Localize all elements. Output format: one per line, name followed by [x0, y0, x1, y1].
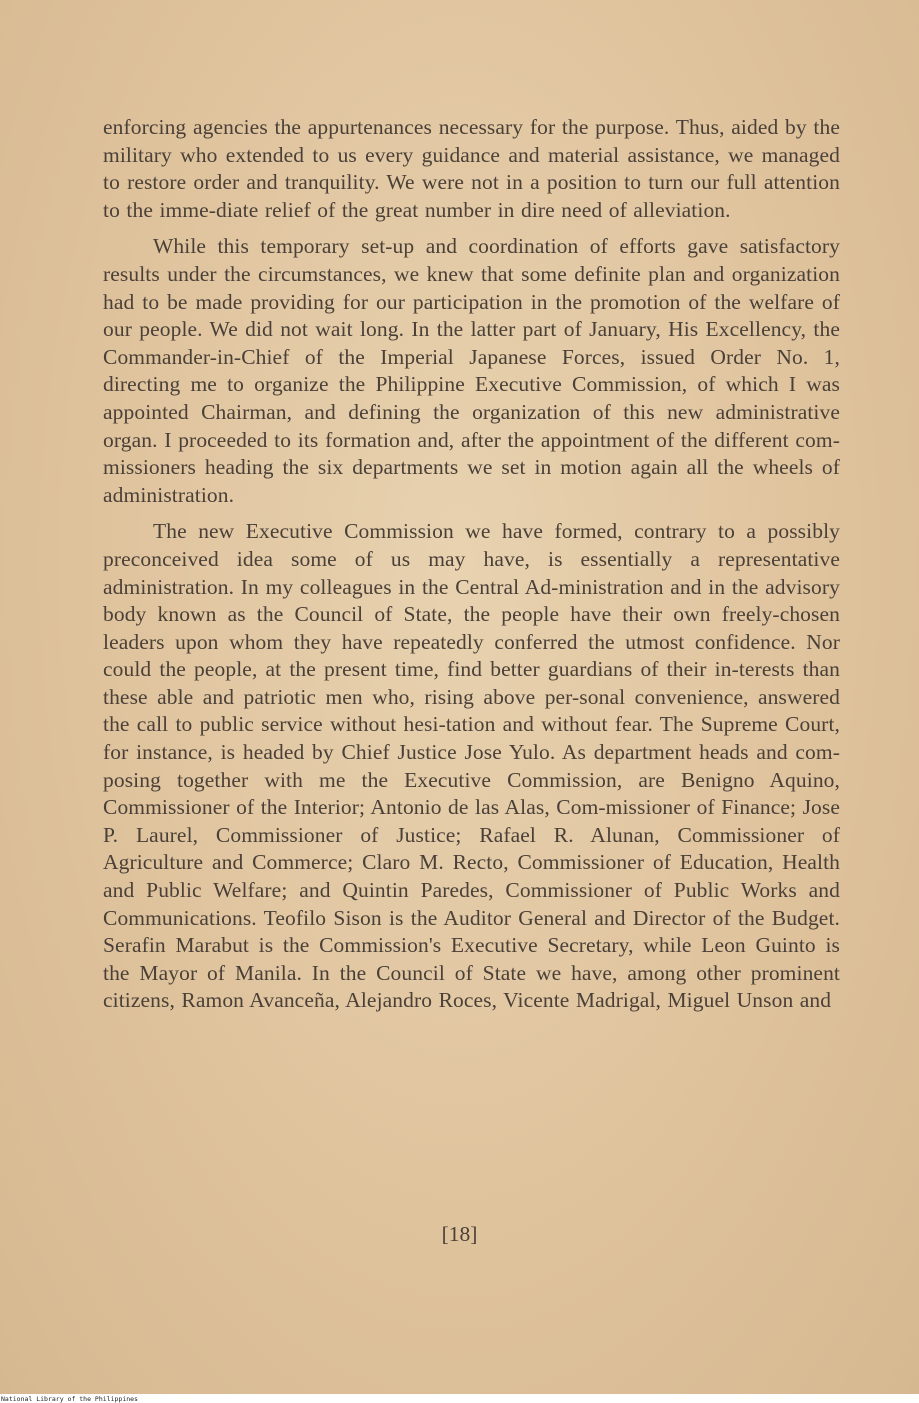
footer-strip	[0, 1394, 919, 1403]
page-number: [18]	[441, 1222, 478, 1246]
paragraph-3: The new Executive Commission we have formed, contrary to a possibly preconceived idea some of us may have, is essentially a representative administration. In my colleagues in the Central Ad-ministration and in the advisory body known as the Council of State, the people have their own freely-chosen leaders upon whom they have repeatedly conferred the utmost confidence. Nor could the people, at the present time, find better guardians of their in-terests than these able and patriotic men who, rising above per-sonal convenience, answered the call to public service without hesi-tation and without fear. The Supreme Court, for instance, is headed by Chief Justice Jose Yulo. As department heads and com-posing together with me the Executive Commission, are Benigno Aquino, Commissioner of the Interior; Antonio de las Alas, Com-missioner of Finance; Jose P. Laurel, Commissioner of Justice; Rafael R. Alunan, Commissioner of Agriculture and Commerce; Claro M. Recto, Commissioner of Education, Health and Public Welfare; and Quintin Paredes, Commissioner of Public Works and Communications. Teofilo Sison is the Auditor General and Director of the Budget. Serafin Marabut is the Commission's Executive Secretary, while Leon Guinto is the Mayor of Manila. In the Council of State we have, among other prominent citizens, Ramon Avanceña, Alejandro Roces, Vicente Madrigal, Miguel Unson and	[103, 519, 840, 1013]
library-credit: National Library of the Philippines	[1, 1395, 138, 1403]
page-body	[103, 114, 840, 1015]
paragraph-1: enforcing agencies the appurtenances necessary for the purpose. Thus, aided by the military who extended to us every guidance and material assistance, we managed to restore order and tranquility. We were not in a position to turn our full attention to the imme-diate relief of the great number in dire need of alleviation.	[103, 115, 840, 222]
paragraph-2: While this temporary set-up and coordination of efforts gave satisfactory results under the circumstances, we knew that some definite plan and organization had to be made providing for our participation in the promotion of the welfare of our people. We did not wait long. In the latter part of January, His Excellency, the Commander-in-Chief of the Imperial Japanese Forces, issued Order No. 1, directing me to organize the Philippine Executive Commission, of which I was appointed Chairman, and defining the organization of this new administrative organ. I proceeded to its formation and, after the appointment of the different com-missioners heading the six departments we set in motion again all the wheels of administration.	[103, 234, 840, 507]
